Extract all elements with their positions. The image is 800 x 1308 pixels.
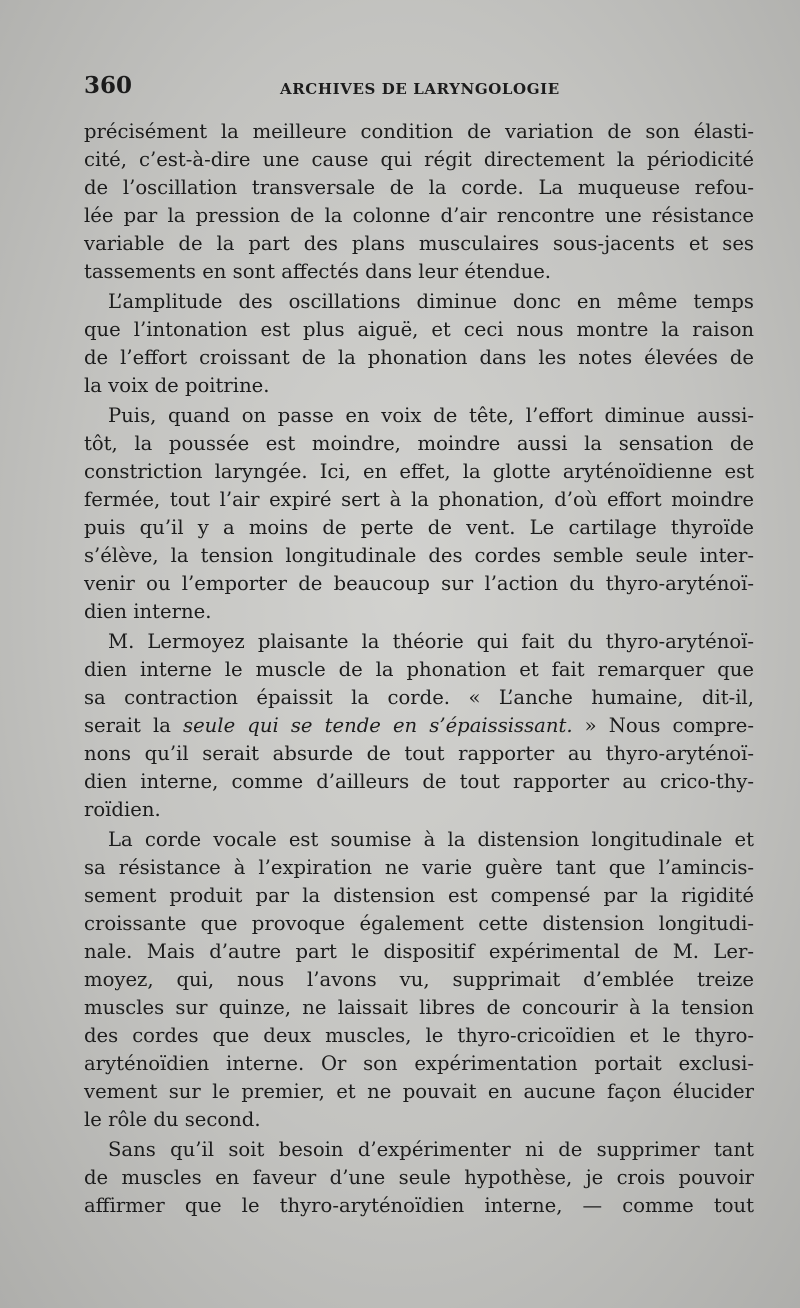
text-line: des cordes que deux muscles, le thyro-cricoïdien et le thyro- xyxy=(84,1024,754,1047)
text-line: nons qu’il serait absurde de tout rapporter au thyro-aryténoï- xyxy=(84,742,754,765)
text-line: tôt, la poussée est moindre, moindre aussi la sensation de xyxy=(84,432,754,455)
text-line: dien interne le muscle de la phonation et fait remarquer que xyxy=(84,658,754,681)
text-line: La corde vocale est soumise à la distension longitudinale et xyxy=(108,828,754,851)
text-line: que l’intonation est plus aiguë, et ceci nous montre la raison xyxy=(84,318,754,341)
text-line: variable de la part des plans musculaires sous-jacents et ses xyxy=(84,232,754,255)
text-line: précisément la meilleure condition de variation de son élasti- xyxy=(84,120,754,143)
running-title: ARCHIVES DE LARYNGOLOGIE xyxy=(280,80,560,98)
text-line: venir ou l’emporter de beaucoup sur l’action du thyro-aryténoï- xyxy=(84,572,754,595)
text-line-with-italic xyxy=(84,712,754,740)
text-line: constriction laryngée. Ici, en effet, la glotte aryténoïdienne est xyxy=(84,460,754,483)
text-line: moyez, qui, nous l’avons vu, supprimait d’emblée treize xyxy=(84,968,754,991)
text-line: nale. Mais d’autre part le dispositif expérimental de M. Ler- xyxy=(84,940,754,963)
text-line: puis qu’il y a moins de perte de vent. Le cartilage thyroïde xyxy=(84,516,754,539)
text-line: muscles sur quinze, ne laissait libres de concourir à la tension xyxy=(84,996,754,1019)
text-line: vement sur le premier, et ne pouvait en aucune façon élucider xyxy=(84,1080,754,1103)
italic-quote: seule qui se tende en s’épaississant. xyxy=(183,714,573,737)
text-run: serait la xyxy=(84,714,184,737)
text-line: fermée, tout l’air expiré sert à la phonation, d’où effort moindre xyxy=(84,488,754,511)
text-line: tassements en sont affectés dans leur étendue. xyxy=(84,260,552,283)
text-line: Puis, quand on passe en voix de tête, l’effort diminue aussi- xyxy=(108,404,754,427)
text-line: de muscles en faveur d’une seule hypothèse, je crois pouvoir xyxy=(84,1166,754,1189)
text-line: lée par la pression de la colonne d’air rencontre une résistance xyxy=(84,204,754,227)
text-line: de l’effort croissant de la phonation dans les notes élevées de xyxy=(84,346,754,369)
text-line: croissante que provoque également cette distension longitudi- xyxy=(84,912,754,935)
text-line: le rôle du second. xyxy=(84,1108,261,1131)
text-line: M. Lermoyez plaisante la théorie qui fait du thyro-aryténoï- xyxy=(108,630,754,653)
text-run: » Nous compre- xyxy=(572,714,754,737)
text-line: roïdien. xyxy=(84,798,161,821)
text-line: sa contraction épaissit la corde. « L’anche humaine, dit-il, xyxy=(84,686,754,709)
text-line: aryténoïdien interne. Or son expérimentation portait exclusi- xyxy=(84,1052,754,1075)
text-line: Sans qu’il soit besoin d’expérimenter ni de supprimer tant xyxy=(108,1138,754,1161)
page-header xyxy=(80,72,760,108)
text-line: dien interne, comme d’ailleurs de tout rapporter au crico-thy- xyxy=(84,770,754,793)
text-line: s’élève, la tension longitudinale des cordes semble seule inter- xyxy=(84,544,754,567)
text-line: L’amplitude des oscillations diminue donc en même temps xyxy=(108,290,754,313)
text-line: la voix de poitrine. xyxy=(84,374,270,397)
page-number: 360 xyxy=(84,72,133,99)
text-line: sa résistance à l’expiration ne varie guère tant que l’amincis- xyxy=(84,856,754,879)
text-line: cité, c’est-à-dire une cause qui régit directement la périodicité xyxy=(84,148,754,171)
text-line: de l’oscillation transversale de la corde. La muqueuse refou- xyxy=(84,176,754,199)
text-line: affirmer que le thyro-aryténoïdien interne, — comme tout xyxy=(84,1194,754,1217)
text-line: sement produit par la distension est compensé par la rigidité xyxy=(84,884,754,907)
text-line: dien interne. xyxy=(84,600,212,623)
